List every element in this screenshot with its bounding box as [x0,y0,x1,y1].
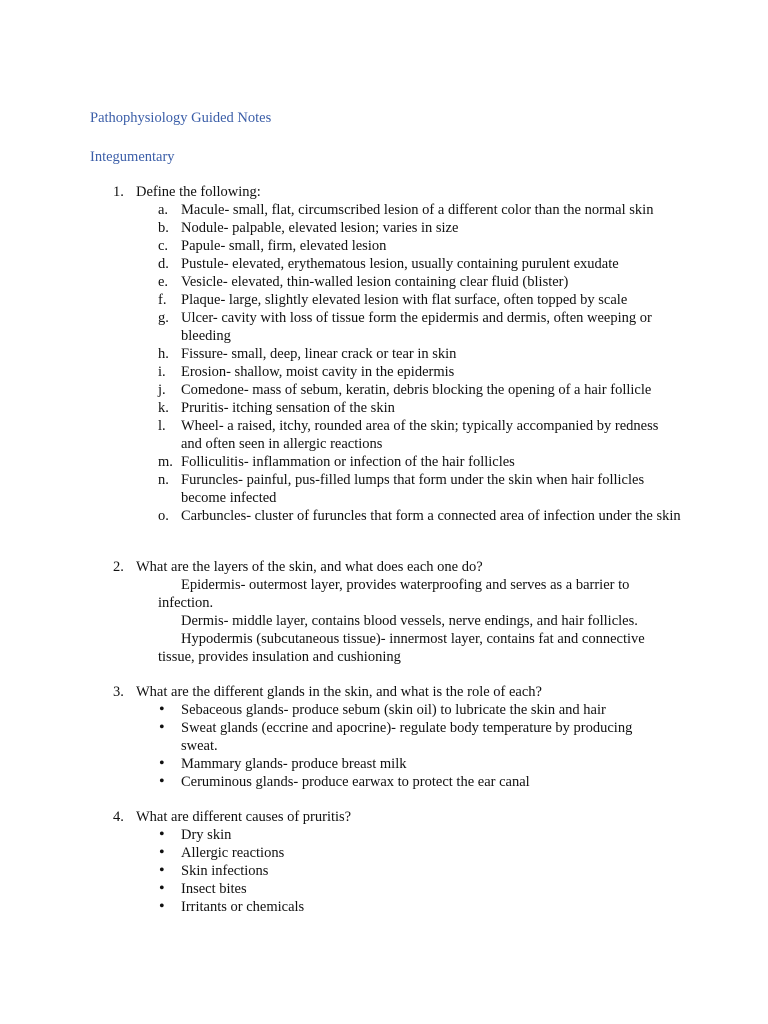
list-item [0,453,768,471]
list-marker: c. [158,238,169,254]
list-marker: i. [158,364,166,380]
question-number: 2. [113,559,124,575]
question-number: 3. [113,684,124,700]
list-item-text: Irritants or chemicals [181,899,305,915]
list-item [0,701,768,719]
bullet-icon: • [159,773,165,790]
answer-paragraph: Epidermis- outermost layer, provides waterproofing and serves as a barrier to infection. [158,577,630,611]
list-item [0,255,768,273]
list-marker: k. [158,400,169,416]
list-marker: l. [158,418,166,434]
list-marker: g. [158,310,169,326]
list-item-text: Macule- small, flat, circumscribed lesion of a different color than the normal skin [181,202,654,218]
list-item-text: Mammary glands- produce breast milk [181,756,407,772]
list-item-text: Plaque- large, slightly elevated lesion with flat surface, often topped by scale [181,292,628,308]
bullet-icon: • [159,844,165,861]
list-marker: n. [158,472,169,488]
list-marker: d. [158,256,169,272]
list-item-text: Comedone- mass of sebum, keratin, debris blocking the opening of a hair follicle [181,382,652,398]
list-item-text: Furuncles- painful, pus-filled lumps that form under the skin when hair follicles become infected [181,472,645,506]
list-item [0,898,768,916]
list-marker: a. [158,202,169,218]
list-item [0,417,768,453]
list-item-text: Pustule- elevated, erythematous lesion, usually containing purulent exudate [181,256,619,272]
list-item [0,237,768,255]
list-item-text: Dry skin [181,827,232,843]
question-1 [0,183,768,525]
list-item [0,471,768,507]
bullet-icon: • [159,880,165,897]
list-item-text: Papule- small, firm, elevated lesion [181,238,387,254]
list-item [0,309,768,345]
list-marker: h. [158,346,169,362]
list-item-text: Pruritis- itching sensation of the skin [181,400,395,416]
bullet-icon: • [159,862,165,879]
list-item [0,826,768,844]
list-item-text: Sebaceous glands- produce sebum (skin oil) to lubricate the skin and hair [181,702,606,718]
question-prompt: What are different causes of pruritis? [136,809,352,825]
list-item [0,844,768,862]
list-item [0,507,768,525]
list-item-text: Carbuncles- cluster of furuncles that form a connected area of infection under the skin [181,508,681,524]
list-item-text: Fissure- small, deep, linear crack or tear in skin [181,346,457,362]
list-item [0,773,768,791]
answer-paragraph: Dermis- middle layer, contains blood vessels, nerve endings, and hair follicles. [181,613,638,629]
bullet-list [0,826,768,916]
list-marker: b. [158,220,169,236]
list-item-text: Nodule- palpable, elevated lesion; varies in size [181,220,459,236]
list-marker: f. [158,292,167,308]
list-item-text: Erosion- shallow, moist cavity in the epidermis [181,364,455,380]
question-4 [0,808,768,916]
document-title: Pathophysiology Guided Notes [90,110,272,126]
answer-paragraph: Hypodermis (subcutaneous tissue)- innermost layer, contains fat and connective tissue, provides insulation and cushioning [158,631,645,665]
list-item-text: Skin infections [181,863,269,879]
bullet-list [0,701,768,791]
bullet-icon: • [159,755,165,772]
bullet-icon: • [159,701,165,718]
list-item-text: Wheel- a raised, itchy, rounded area of the skin; typically accompanied by redness and often seen in allergic reactions [181,418,659,452]
list-item [0,755,768,773]
list-item [0,399,768,417]
list-item [0,381,768,399]
list-item [0,273,768,291]
question-number: 4. [113,809,124,825]
question-prompt: What are the different glands in the skin, and what is the role of each? [136,684,542,700]
list-item [0,880,768,898]
list-marker: o. [158,508,169,524]
list-item [0,363,768,381]
question-prompt: Define the following: [136,184,261,200]
list-item-text: Allergic reactions [181,845,285,861]
list-item-text: Folliculitis- inflammation or infection of the hair follicles [181,454,515,470]
definition-list [0,201,768,525]
question-3 [0,683,768,791]
list-item-text: Ceruminous glands- produce earwax to protect the ear canal [181,774,530,790]
list-item [0,201,768,219]
list-item [0,345,768,363]
list-marker: m. [158,454,173,470]
list-item-text: Vesicle- elevated, thin-walled lesion containing clear fluid (blister) [181,274,569,290]
list-item [0,291,768,309]
section-heading: Integumentary [90,149,175,165]
list-item-text: Ulcer- cavity with loss of tissue form the epidermis and dermis, often weeping or bleeding [181,310,652,344]
bullet-icon: • [159,719,165,736]
list-item-text: Sweat glands (eccrine and apocrine)- regulate body temperature by producing sweat. [181,720,633,754]
bullet-icon: • [159,826,165,843]
list-marker: j. [158,382,166,398]
bullet-icon: • [159,898,165,915]
list-item [0,719,768,755]
question-2 [0,558,768,666]
question-number: 1. [113,184,124,200]
list-item-text: Insect bites [181,881,247,897]
list-marker: e. [158,274,169,290]
question-prompt: What are the layers of the skin, and what does each one do? [136,559,483,575]
list-item [0,862,768,880]
list-item [0,219,768,237]
